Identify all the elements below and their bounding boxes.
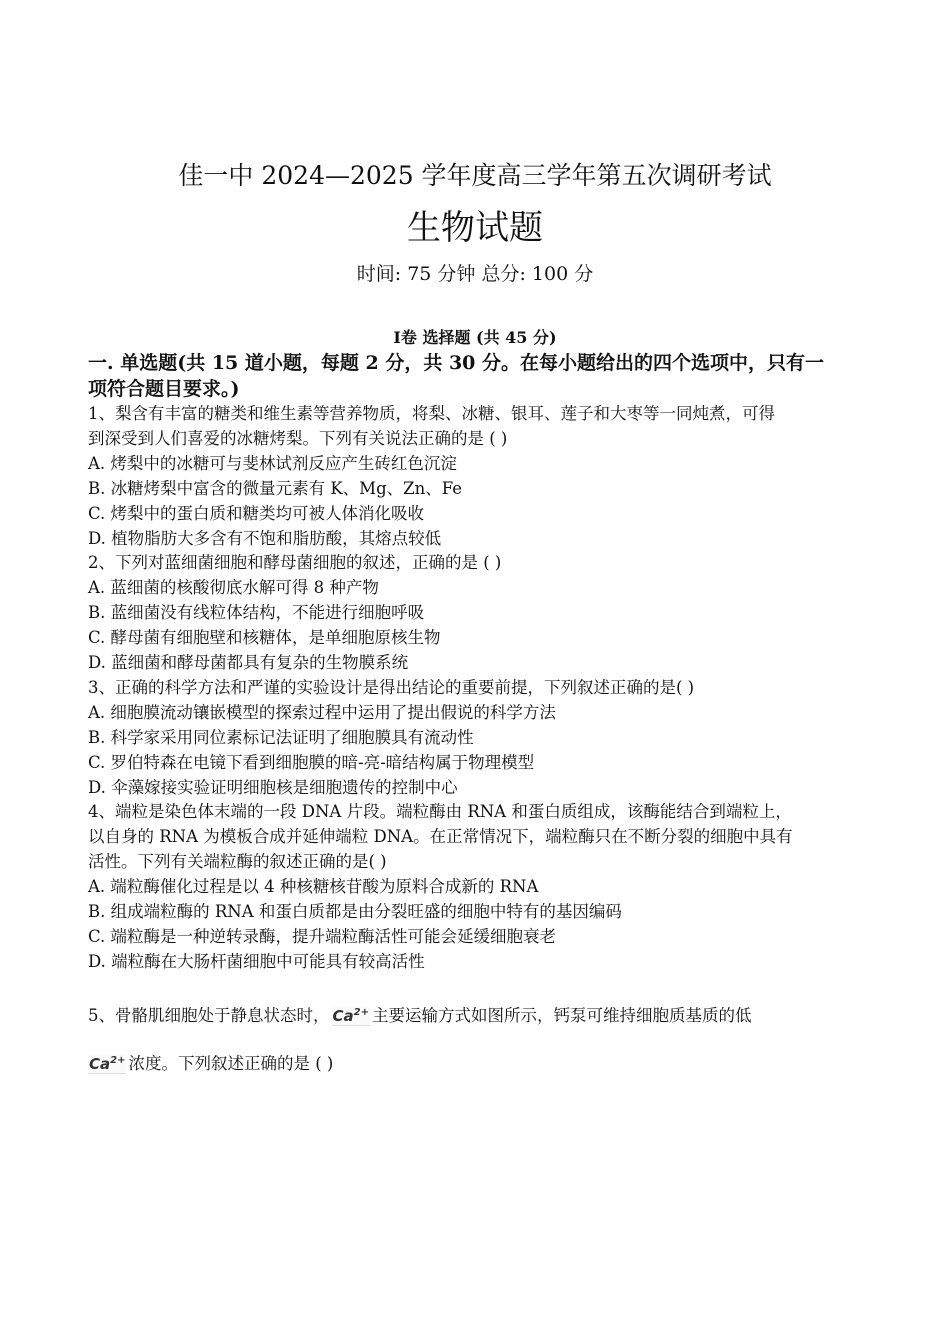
q4-stem-line3: 活性。下列有关端粒酶的叙述正确的是( ) bbox=[88, 852, 387, 871]
exam-info: 时间: 75 分钟 总分: 100 分 bbox=[356, 263, 594, 285]
subject-title: 生物试题 bbox=[407, 208, 543, 248]
q3-option-b: B. 科学家采用同位素标记法证明了细胞膜具有流动性 bbox=[88, 728, 474, 747]
q1-stem-line1: 1、梨含有丰富的糖类和维生素等营养物质，将梨、冰糖、银耳、莲子和大枣等一同炖煮，可得 bbox=[88, 404, 775, 423]
q4-option-a: A. 端粒酶催化过程是以 4 种核糖核苷酸为原料合成新的 RNA bbox=[88, 877, 539, 896]
q2-stem: 2、下列对蓝细菌细胞和酵母菌细胞的叙述，正确的是 ( ) bbox=[88, 553, 502, 572]
q4-stem-line2: 以自身的 RNA 为模板合成并延伸端粒 DNA。在正常情况下，端粒酶只在不断分裂的细胞中具有 bbox=[88, 827, 793, 846]
q2-option-b: B. 蓝细菌没有线粒体结构，不能进行细胞呼吸 bbox=[88, 603, 425, 622]
part-instruction-line2: 项符合题目要求。) bbox=[88, 378, 240, 400]
q4-stem-line1: 4、端粒是染色体末端的一段 DNA 片段。端粒酶由 RNA 和蛋白质组成，该酶能结合到端粒上， bbox=[88, 802, 792, 821]
q5-stem-line2-text: 浓度。下列叙述正确的是 ( ) bbox=[128, 1054, 334, 1073]
q5-stem-prefix: 5、骨骼肌细胞处于静息状态时， bbox=[88, 1006, 330, 1025]
q4-option-b: B. 组成端粒酶的 RNA 和蛋白质都是由分裂旺盛的细胞中特有的基因编码 bbox=[88, 902, 622, 921]
q3-stem: 3、正确的科学方法和严谨的实验设计是得出结论的重要前提，下列叙述正确的是( ) bbox=[88, 678, 695, 697]
part-instruction-line1: 一. 单选题(共 15 道小题，每题 2 分，共 30 分。在每小题给出的四个选项中，只有一 bbox=[88, 352, 825, 374]
q5-stem-suffix: 主要运输方式如图所示，钙泵可维持细胞质基质的低 bbox=[371, 1006, 752, 1025]
q1-option-a: A. 烤梨中的冰糖可与斐林试剂反应产生砖红色沉淀 bbox=[88, 454, 457, 473]
q3-option-d: D. 伞藻嫁接实验证明细胞核是细胞遗传的控制中心 bbox=[88, 778, 458, 797]
q2-option-a: A. 蓝细菌的核酸彻底水解可得 8 种产物 bbox=[88, 578, 379, 597]
section-heading: Ⅰ卷 选择题 (共 45 分) bbox=[393, 328, 557, 347]
q1-option-b: B. 冰糖烤梨中富含的微量元素有 K、Mg、Zn、Fe bbox=[88, 479, 463, 498]
q1-stem-line2: 到深受到人们喜爱的冰糖烤梨。下列有关说法正确的是 ( ) bbox=[88, 429, 508, 448]
ion-symbol: Ca bbox=[332, 1007, 354, 1025]
ion-charge: 2+ bbox=[110, 1055, 126, 1066]
calcium-ion-formula bbox=[88, 1055, 126, 1074]
ion-symbol: Ca bbox=[89, 1055, 111, 1073]
q1-option-c: C. 烤梨中的蛋白质和糖类均可被人体消化吸收 bbox=[88, 504, 425, 523]
q3-option-c: C. 罗伯特森在电镜下看到细胞膜的暗-亮-暗结构属于物理模型 bbox=[88, 753, 535, 772]
ion-charge: 2+ bbox=[353, 1007, 369, 1018]
exam-title: 佳一中 2024—2025 学年度高三学年第五次调研考试 bbox=[178, 161, 772, 190]
q4-option-c: C. 端粒酶是一种逆转录酶，提升端粒酶活性可能会延缓细胞衰老 bbox=[88, 927, 557, 946]
q5-stem-line1 bbox=[88, 1002, 751, 1026]
q4-option-d: D. 端粒酶在大肠杆菌细胞中可能具有较高活性 bbox=[88, 952, 425, 971]
q5-stem-line2 bbox=[88, 1050, 333, 1074]
q3-option-a: A. 细胞膜流动镶嵌模型的探索过程中运用了提出假说的科学方法 bbox=[88, 703, 556, 722]
calcium-ion-formula bbox=[332, 1007, 370, 1026]
q2-option-d: D. 蓝细菌和酵母菌都具有复杂的生物膜系统 bbox=[88, 653, 409, 672]
q1-option-d: D. 植物脂肪大多含有不饱和脂肪酸，其熔点较低 bbox=[88, 529, 442, 548]
q2-option-c: C. 酵母菌有细胞壁和核糖体，是单细胞原核生物 bbox=[88, 628, 441, 647]
